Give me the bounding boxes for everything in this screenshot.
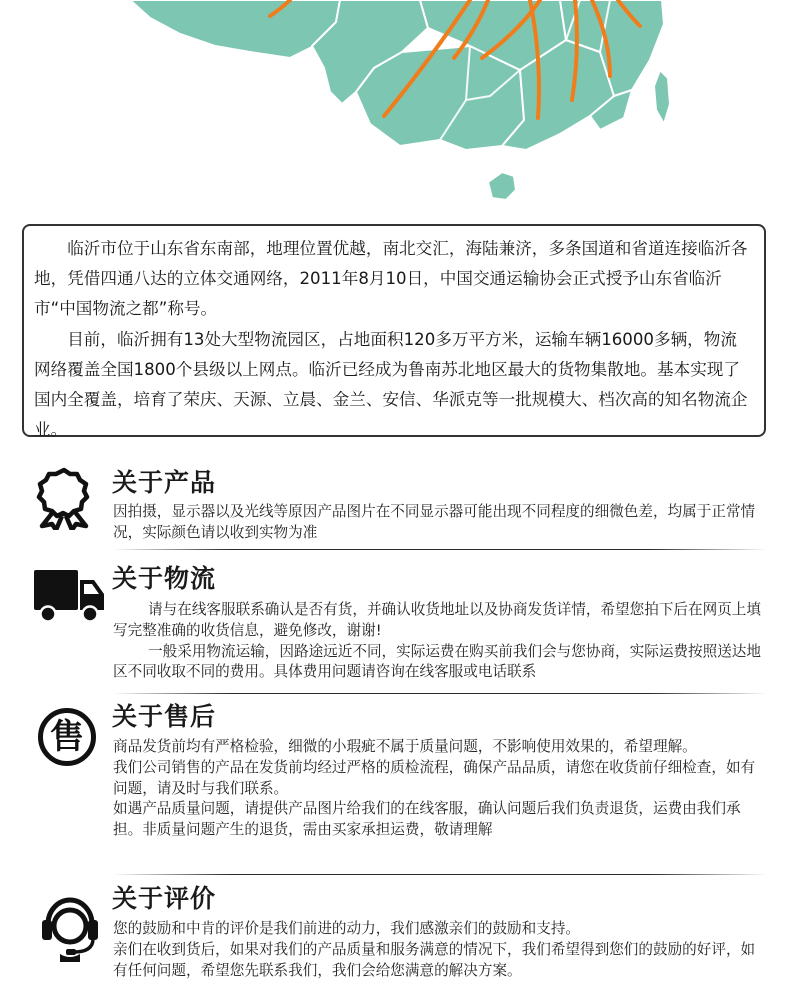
map-island-taiwan <box>654 70 670 124</box>
ribbon-award-icon <box>32 466 96 530</box>
section-paragraph: 商品发货前均有严格检验，细微的小瑕疵不属于质量问题，不影响使用效果的，希望理解。 <box>113 738 697 755</box>
intro-paragraph: 目前，临沂拥有13处大型物流园区，占地面积120多万平方米，运输车辆16000多辆，物流网络覆盖全国1800个县级以上网点。临沂已经成为鲁南苏北地区最大的货物集散地。基本实现了国内全覆盖，培育了荣庆、天源、立晨、金兰、安信、华派克等一批规模大、档次高的知名物流企业。 <box>34 329 748 440</box>
section-divider <box>112 874 768 875</box>
section-paragraph: 我们公司销售的产品在发货前均经过严格的质检流程，确保产品品质，请您在收货前仔细检查，如有问题，请及时与我们联系。 <box>113 758 756 797</box>
section-title: 关于售后 <box>112 702 217 731</box>
section-title: 关于产品 <box>112 468 217 497</box>
section-paragraph: 您的鼓励和中肯的评价是我们前进的动力，我们感激亲们的鼓励和支持。 <box>113 920 581 937</box>
section-paragraph: 请与在线客服联系确认是否有货，并确认收货地址以及协商发货详情，希望您拍下后在网页上填写完整准确的收货信息，避免修改，谢谢! <box>113 601 761 639</box>
section-about-review <box>0 884 790 989</box>
intro-paragraph: 临沂市位于山东省东南部，地理位置优越，南北交汇，海陆兼济，多条国道和省道连接临沂各地，凭借四通八达的立体交通网络，2011年8月10日，中国交通运输协会正式授予山东省临沂市“中国物流之都”称号。 <box>34 239 748 319</box>
section-paragraph: 亲们在收到货后，如果对我们的产品质量和服务满意的情况下，我们希望得到您们的鼓励的好评，如有任何问题，希望您先联系我们，我们会给您满意的解决方案。 <box>113 940 756 979</box>
section-paragraph: 一般采用物流运输，因路途远近不同，实际运费在购买前我们会与您协商，实际运费按照送达地区不同收取不同的费用。具体费用问题请咨询在线客服或电话联系 <box>113 642 761 681</box>
section-paragraph: 如遇产品质量问题，请提供产品图片给我们的在线客服，确认问题后我们负责退货，运费由我们承担。非质量问题产生的退货，需由买家承担运费，敬请理解 <box>113 800 741 839</box>
map-region-west <box>130 0 340 58</box>
section-paragraph: 因拍摄，显示器以及光线等原因产品图片在不同显示器可能出现不同程度的细微色差，均属于正常情况，实际颜色请以收到实物为准 <box>113 503 756 541</box>
china-map-illustration <box>0 0 790 215</box>
section-body <box>113 919 767 981</box>
section-title: 关于评价 <box>112 884 217 913</box>
section-body <box>113 502 767 544</box>
section-body <box>113 737 767 841</box>
headset-support-icon <box>40 894 100 962</box>
map-island-hainan <box>488 172 516 200</box>
section-body <box>113 600 767 683</box>
delivery-truck-icon <box>34 570 104 622</box>
shou-character-icon: 售 <box>38 708 96 766</box>
linyi-intro-box <box>22 224 766 440</box>
section-title: 关于物流 <box>112 564 217 593</box>
section-divider <box>112 693 768 694</box>
section-about-aftersale <box>0 702 790 876</box>
section-divider <box>112 549 768 550</box>
section-about-product <box>0 466 790 554</box>
section-about-logistics <box>0 564 790 700</box>
